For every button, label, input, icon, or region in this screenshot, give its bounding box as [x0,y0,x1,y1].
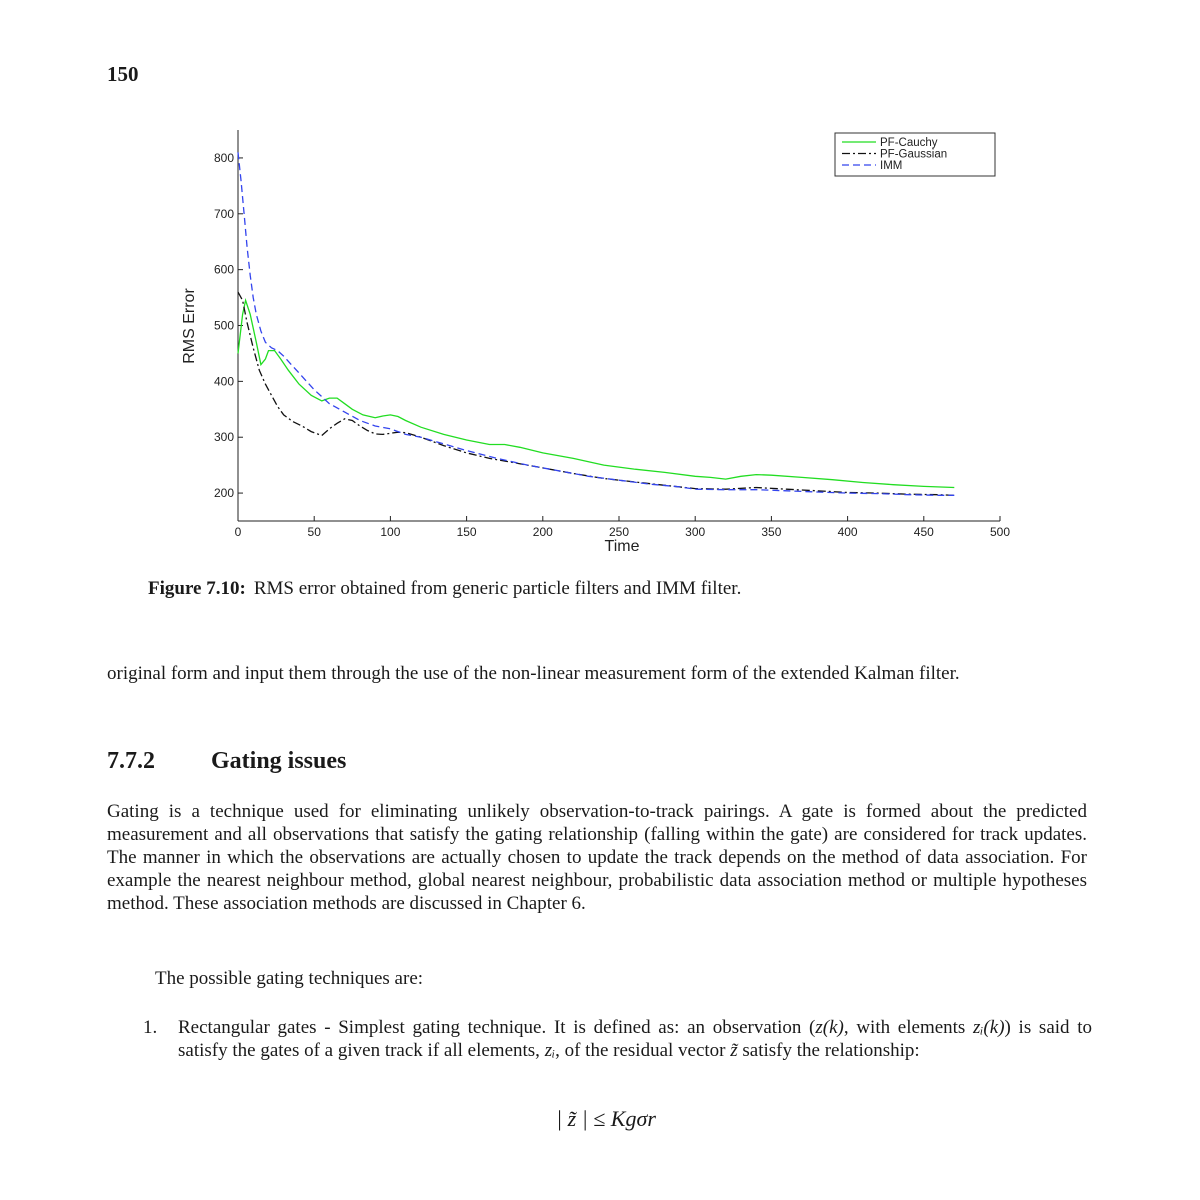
list-text: , of the residual vector [555,1040,731,1061]
math-inline: zᵢ [544,1040,556,1061]
list-text: Rectangular gates - Simplest gating technique. It is defined as: an observation ( [178,1017,816,1038]
y-tick-label: 300 [213,430,234,445]
figure-label: Figure 7.10: [148,578,246,599]
techniques-intro: The possible gating techniques are: [155,968,424,989]
gate-equation: | z̃ | ≤ Kgσr [556,1106,656,1131]
legend-entry: IMM [880,160,903,172]
x-tick-label: 500 [989,525,1011,539]
x-axis-label: Time [604,538,640,555]
page-number: 150 [107,62,139,86]
x-tick-label: 200 [532,525,553,539]
section-heading [107,748,346,775]
series-line-pf-gaussian [238,292,954,495]
x-tick-label: 250 [608,525,630,539]
y-tick-label: 700 [213,206,234,221]
chart-series [238,152,954,495]
list-item [107,1016,1092,1062]
x-tick-label: 300 [685,525,706,539]
chart-legend [835,133,995,176]
y-tick-label: 800 [213,150,234,165]
x-tick-label: 150 [456,525,477,539]
x-tick-label: 450 [913,525,934,539]
section-number: 7.7.2 [107,748,155,774]
y-tick-label: 600 [213,262,234,277]
y-tick-label: 200 [213,486,234,501]
math-inline: zᵢ(k) [973,1017,1005,1038]
list-text: , with elements [843,1017,974,1038]
legend-entry: PF-Cauchy [880,137,938,149]
series-line-pf-cauchy [238,300,954,487]
continuation-paragraph: original form and input them through the use of the non-linear measurement form of the extended Kalman filter. [107,663,960,684]
y-tick-label: 400 [213,374,234,389]
y-axis-label: RMS Error [181,288,198,364]
math-inline: z̃ [730,1040,738,1061]
series-line-imm [238,152,954,495]
y-tick-label: 500 [213,318,234,333]
list-marker: 1. [143,1017,158,1038]
math-inline: z(k) [815,1017,844,1038]
x-tick-label: 400 [837,525,858,539]
x-tick-label: 0 [234,525,242,539]
list-text: ) is said to satisfy the gates of a given track if all elements, [178,1017,1093,1061]
chart-axes [238,130,1000,521]
x-tick-label: 100 [380,525,401,539]
section-title: Gating issues [211,748,347,774]
x-tick-label: 350 [761,525,782,539]
gating-paragraph: Gating is a technique used for eliminating unlikely observation-to-track pairings. A gate is formed about the predicted measurement and all observations that satisfy the gating relationship (falling within the gate) are considered for track updates. The manner in which the observations are actually chosen to update the track depends on the method of data association. For example the nearest neighbour method, global nearest neighbour, probabilistic data association method or multiple hypotheses method. These association methods are discussed in Chapter 6. [107,801,1087,914]
gating-techniques-list [107,1016,1092,1062]
legend-entry: PF-Gaussian [880,148,948,161]
list-text: satisfy the relationship: [737,1040,920,1061]
x-tick-label: 50 [307,525,321,539]
chart-ticks [213,148,1011,539]
figure-caption [148,578,1128,600]
figure-caption-text: RMS error obtained from generic particle filters and IMM filter. [253,578,742,599]
